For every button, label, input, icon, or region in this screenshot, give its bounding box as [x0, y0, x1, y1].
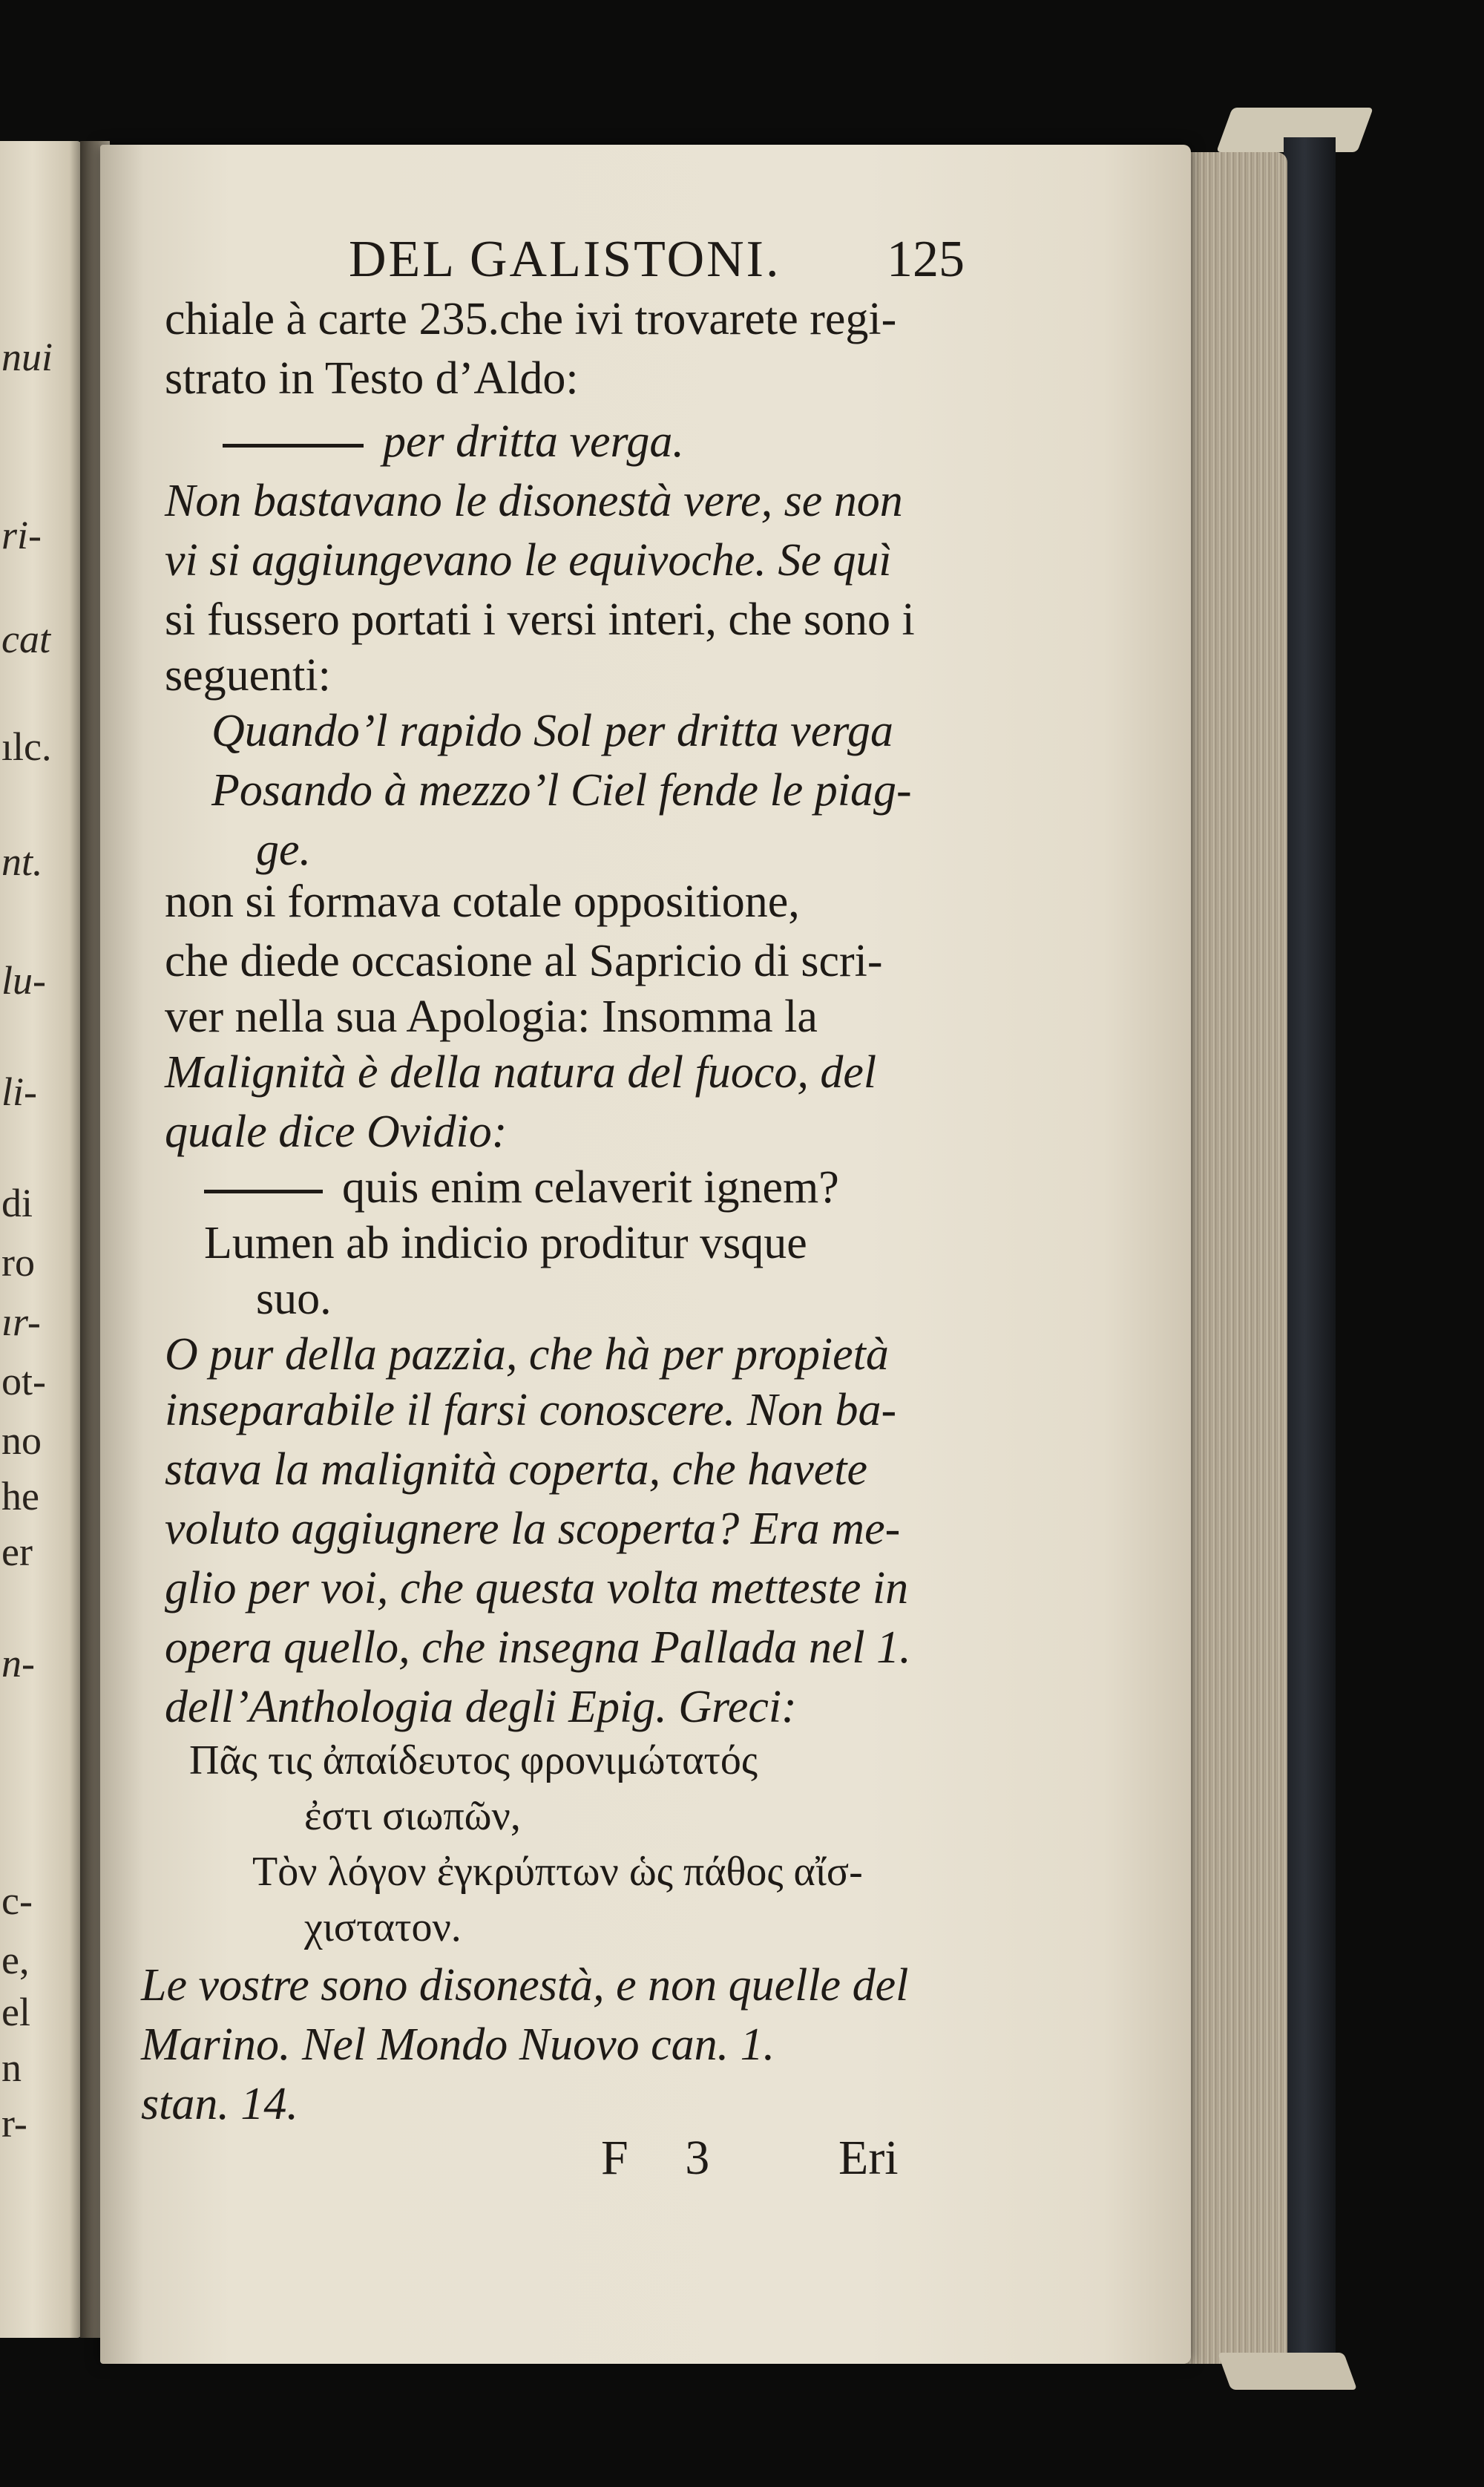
left-fragment: he [1, 1474, 39, 1518]
page-block-edge [1176, 152, 1287, 2364]
verse-line: Lumen ab indicio proditur vsque [204, 1218, 807, 1268]
verse-line: Posando à mezzo’l Ciel fende le piag- [211, 765, 912, 816]
greek-verse-line: χιστατον. [304, 1904, 462, 1950]
left-fragment: e, [1, 1938, 30, 1982]
verse-line: Quando’l rapido Sol per dritta verga [211, 706, 894, 756]
em-dash-rule [204, 1190, 323, 1193]
em-dash-rule [223, 444, 364, 448]
catchword: Eri [838, 2131, 899, 2185]
verse-line: suo. [256, 1274, 332, 1324]
left-fragment: no [1, 1418, 42, 1463]
left-fragment: ır- [1, 1300, 41, 1344]
verse-line: ge. [256, 825, 312, 875]
text-line: ver nella sua Apologia: Insomma la [165, 992, 818, 1042]
text-line: chiale à carte 235.che ivi trovarete regi- [165, 294, 897, 344]
text-line: seguenti: [165, 650, 331, 701]
text-line: vi si aggiungevano le equivoche. Se quì [165, 535, 892, 586]
text-line: Malignità è della natura del fuoco, del [165, 1047, 877, 1098]
cover-corner-bottom [1218, 2353, 1357, 2390]
left-fragment: r- [1, 2101, 27, 2146]
left-fragment: ro [1, 1240, 35, 1285]
text-line: strato in Testo d’Aldo: [165, 353, 579, 404]
left-fragment: nt. [1, 839, 43, 884]
left-fragment: ılc. [1, 724, 52, 769]
left-fragment: n [1, 2045, 22, 2090]
verse-line [204, 1161, 839, 1214]
left-fragment: cat [1, 617, 50, 661]
text-line: Non bastavano le disonestà vere, se non [165, 476, 903, 526]
left-fragment: c- [1, 1878, 33, 1923]
text-line: stan. 14. [141, 2079, 298, 2129]
text-line: quale dice Ovidio: [165, 1107, 508, 1157]
text-line: voluto aggiugnere la scoperta? Era me- [165, 1504, 901, 1554]
book-cover-edge [1284, 137, 1336, 2379]
text-segment: per dritta verga. [383, 416, 684, 467]
text-line: inseparabile il farsi conoscere. Non ba- [165, 1385, 897, 1435]
page-number: 125 [887, 231, 965, 288]
left-fragment: nui [1, 335, 53, 379]
running-title: DEL GALISTONI. [349, 231, 781, 288]
text-line: glio per voi, che questa volta metteste in [165, 1563, 909, 1613]
greek-verse-line: Πᾶς τις ἀπαίδευτος φρονιμώτατός [189, 1737, 758, 1783]
text-line: che diede occasione al Sapricio di scri- [165, 936, 883, 986]
text-line: Le vostre sono disonestà, e non quelle del [141, 1960, 909, 2011]
left-fragment: lu- [1, 958, 46, 1003]
text-line: si fussero portati i versi interi, che sono i [165, 594, 915, 645]
text-line: dell’Anthologia degli Epig. Greci: [165, 1682, 797, 1732]
left-fragment: ot- [1, 1359, 46, 1403]
signature-mark: F 3 [601, 2131, 710, 2185]
left-fragment: el [1, 1990, 30, 2034]
text-line: Marino. Nel Mondo Nuovo can. 1. [141, 2019, 775, 2070]
text-line: stava la malignità coperta, che havete [165, 1444, 867, 1495]
greek-verse-line: Τὸν λόγον ἐγκρύπτων ὡς πάθος αἴσ- [252, 1849, 863, 1895]
left-fragment: li- [1, 1069, 37, 1114]
left-fragment: er [1, 1530, 33, 1574]
left-fragment: ri- [1, 513, 42, 557]
text-line [223, 416, 684, 468]
greek-verse-line: ἐστι σιωπῶν, [304, 1793, 521, 1839]
text-line: O pur della pazzia, che hà per propietà [165, 1329, 889, 1380]
text-line: non si formava cotale oppositione, [165, 876, 800, 927]
left-fragment: n- [1, 1641, 35, 1685]
text-segment: quis enim celaverit ignem? [342, 1162, 839, 1213]
left-fragment: di [1, 1181, 33, 1225]
text-line: opera quello, che insegna Pallada nel 1. [165, 1622, 911, 1673]
